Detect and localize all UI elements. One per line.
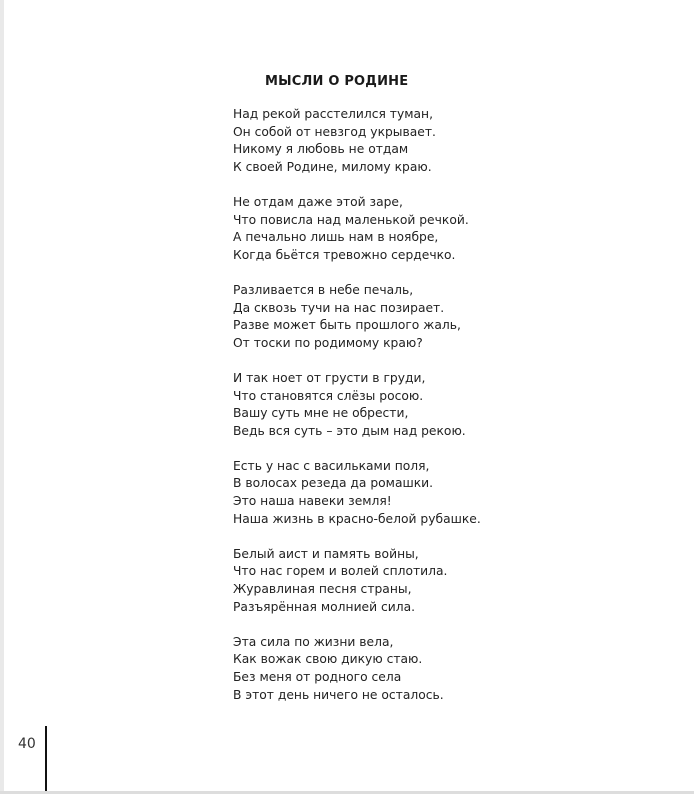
poem-line: Что повисла над маленькой речкой. <box>233 212 469 227</box>
stanza-7 <box>233 634 481 704</box>
poem-body <box>233 106 481 722</box>
poem-line: Когда бьётся тревожно сердечко. <box>233 247 456 262</box>
poem-line: В волосах резеда да ромашки. <box>233 476 434 491</box>
poem-line: К своей Родине, милому краю. <box>233 159 432 174</box>
page-number: 40 <box>18 736 36 752</box>
poem-line: От тоски по родимому краю? <box>233 335 423 350</box>
stanza-3 <box>233 282 481 352</box>
stanza-4 <box>233 370 481 440</box>
stanza-1 <box>233 106 481 176</box>
poem-line: Над рекой расстелился туман, <box>233 107 433 121</box>
poem-line: Эта сила по жизни вела, <box>233 634 394 649</box>
poem-line: Ведь вся суть – это дым над рекою. <box>233 423 466 438</box>
poem-line: Что нас горем и волей сплотила. <box>233 564 448 579</box>
poem-line: Разъярённая молнией сила. <box>233 599 416 614</box>
poem-line: Он собой от невзгод укрывает. <box>233 124 436 139</box>
stanza-5 <box>233 458 481 528</box>
poem-line: И так ноет от грусти в груди, <box>233 370 426 385</box>
poem-line: Как вожак свою дикую стаю. <box>233 652 423 667</box>
page-left-edge <box>0 0 4 794</box>
poem-line: Разве может быть прошлого жаль, <box>233 318 461 333</box>
poem-line: Вашу суть мне не обрести, <box>233 406 409 421</box>
poem-line: Да сквозь тучи на нас позирает. <box>233 300 445 315</box>
poem-line: В этот день ничего не осталось. <box>233 687 444 702</box>
poem-line: Это наша навеки земля! <box>233 494 392 509</box>
poem-line: Никому я любовь не отдам <box>233 142 409 157</box>
poem-line: Без меня от родного села <box>233 670 402 684</box>
stanza-2 <box>233 194 481 264</box>
poem-line: Журавлиная песня страны, <box>233 582 412 597</box>
stanza-6 <box>233 546 481 616</box>
poem-title: МЫСЛИ О РОДИНЕ <box>265 74 409 89</box>
poem-line: Есть у нас с васильками поля, <box>233 458 430 473</box>
poem-line: Наша жизнь в красно-белой рубашке. <box>233 511 481 526</box>
page-number-rule <box>45 726 47 792</box>
poem-line: А печально лишь нам в ноябре, <box>233 230 439 245</box>
poem-line: Белый аист и память войны, <box>233 546 419 561</box>
poem-line: Не отдам даже этой заре, <box>233 194 403 209</box>
poem-line: Что становятся слёзы росою. <box>233 388 424 403</box>
poem-line: Разливается в небе печаль, <box>233 282 414 297</box>
